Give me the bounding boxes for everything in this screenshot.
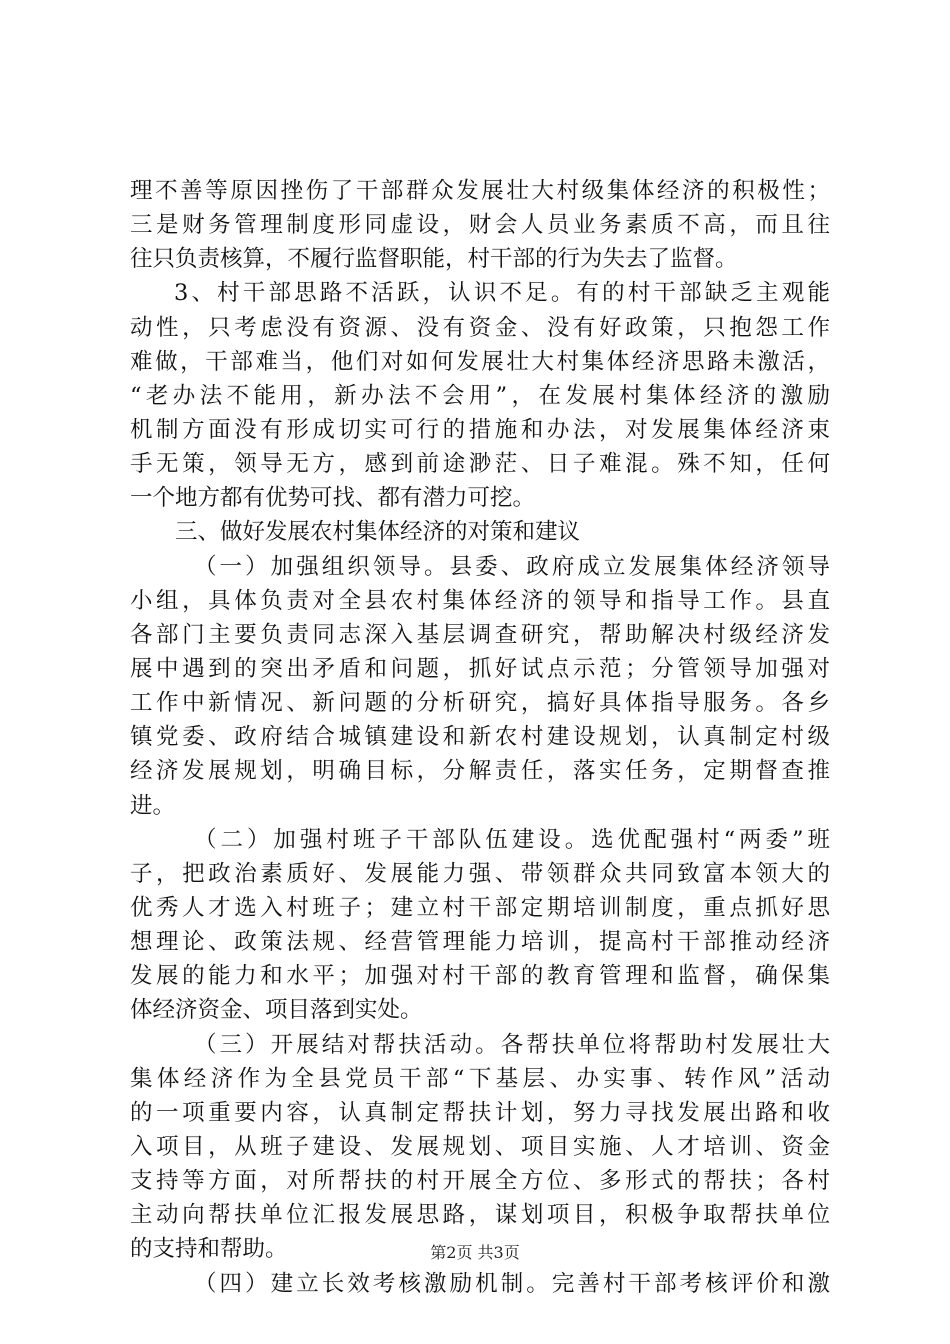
text-line: 难做，干部难当，他们对如何发展壮大村集体经济思路未激活， [130, 348, 830, 375]
text-line: 理不善等原因挫伤了干部群众发展壮大村级集体经济的积极性； [130, 178, 830, 204]
text-line: 动性，只考虑没有资源、没有资金、没有好政策，只抱怨工作 [130, 314, 830, 341]
text-line: （三）开展结对帮扶活动。各帮扶单位将帮助村发展壮大 [194, 1031, 830, 1058]
text-line: 经济发展规划，明确目标，分解责任，落实任务，定期督查推 [130, 758, 830, 785]
text-line: （四）建立长效考核激励机制。完善村干部考核评价和激 [194, 1270, 830, 1297]
page-footer: 第2页 共3页 [430, 1243, 520, 1262]
text-line: 的一项重要内容，认真制定帮扶计划，努力寻找发展出路和收 [130, 1099, 830, 1126]
text-line: 小组，具体负责对全县农村集体经济的领导和指导工作。县直 [130, 587, 830, 614]
text-line: 主动向帮扶单位汇报发展思路，谋划项目，积极争取帮扶单位 [130, 1202, 830, 1229]
text-line: （一）加强组织领导。县委、政府成立发展集体经济领导 [194, 553, 830, 580]
text-line: 三是财务管理制度形同虚设，财会人员业务素质不高，而且往 [130, 212, 830, 239]
text-line: 集体经济作为全县党员干部“下基层、办实事、转作风”活动 [130, 1065, 830, 1092]
text-line: 展中遇到的突出矛盾和问题，抓好试点示范；分管领导加强对 [130, 655, 830, 682]
text-line: （二）加强村班子干部队伍建设。选优配强村“两委”班 [194, 826, 830, 853]
text-line: 往只负责核算，不履行监督职能，村干部的行为失去了监督。 [130, 246, 738, 273]
text-line: 体经济资金、项目落到实处。 [130, 997, 423, 1024]
text-line: 3、村干部思路不活跃，认识不足。有的村干部缺乏主观能 [174, 280, 830, 307]
text-line: 镇党委、政府结合城镇建设和新农村建设规划，认真制定村级 [130, 724, 830, 751]
text-line: 入项目，从班子建设、发展规划、项目实施、人才培训、资金 [130, 1133, 830, 1160]
section-heading: 三、做好发展农村集体经济的对策和建议 [175, 519, 581, 546]
text-line: 支持等方面，对所帮扶的村开展全方位、多形式的帮扶；各村 [130, 1168, 830, 1195]
text-line: 想理论、政策法规、经营管理能力培训，提高村干部推动经济 [130, 929, 830, 956]
body-text [130, 174, 830, 1301]
text-line: 发展的能力和水平；加强对村干部的教育管理和监督，确保集 [130, 963, 830, 990]
text-line: 的支持和帮助。 [130, 1236, 288, 1263]
text-line: 子，把政治素质好、发展能力强、带领群众共同致富本领大的 [130, 860, 830, 887]
text-line: 手无策，领导无方，感到前途渺茫、日子难混。殊不知，任何 [130, 451, 830, 478]
text-line: 一个地方都有优势可找、都有潜力可挖。 [130, 485, 536, 512]
text-line: 优秀人才选入村班子；建立村干部定期培训制度，重点抓好思 [130, 894, 830, 921]
text-line: 机制方面没有形成切实可行的措施和办法，对发展集体经济束 [130, 416, 830, 443]
text-line: 工作中新情况、新问题的分析研究，搞好具体指导服务。各乡 [130, 690, 830, 717]
text-line: 各部门主要负责同志深入基层调查研究，帮助解决村级经济发 [130, 621, 830, 648]
text-line: “老办法不能用，新办法不会用”，在发展村集体经济的激励 [130, 382, 830, 409]
text-line: 进。 [130, 792, 176, 819]
